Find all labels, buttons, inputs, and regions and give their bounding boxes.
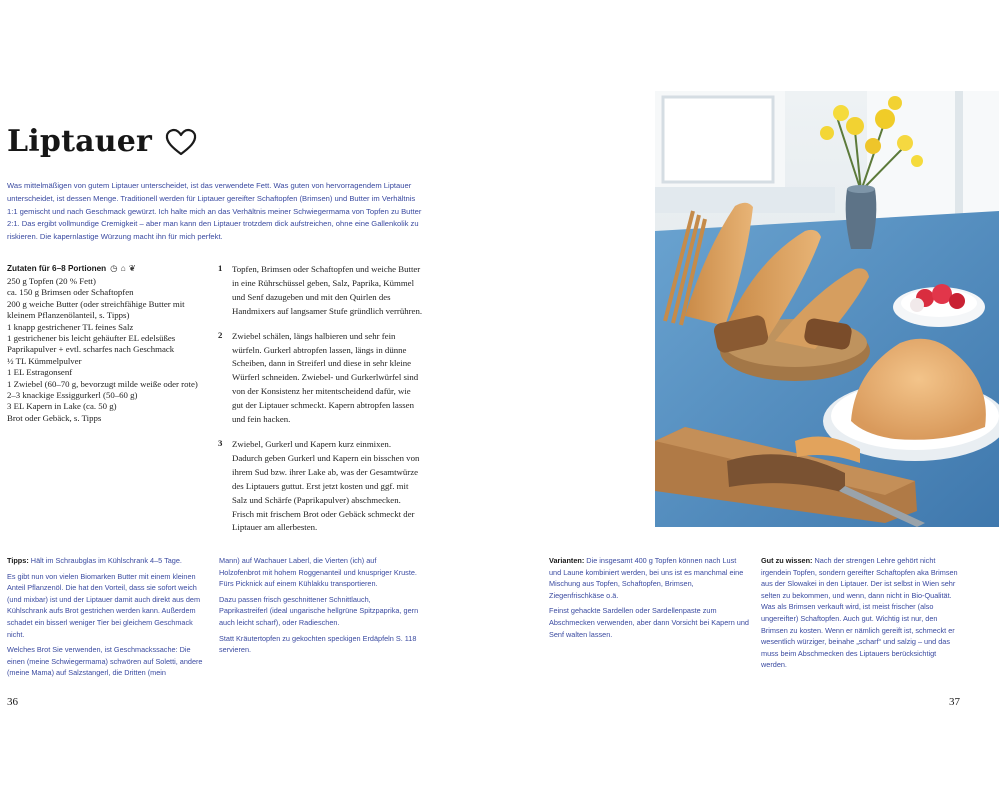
good-to-know-label: Gut zu wissen: xyxy=(761,556,813,565)
tips-paragraph xyxy=(7,555,207,567)
ingredient-item: 1 EL Estragonsenf xyxy=(7,367,73,378)
vegetarian-icon: ❦ xyxy=(128,263,136,273)
heart-icon[interactable] xyxy=(164,127,198,157)
good-to-know-text: Nach der strengen Lehre gehört nicht irgendein Topfen, sondern gereifter Schaftopfen aka Brimsen aus der Slowakei in den Liptauer. Der ist selbst in Wien sehr selten zu bekommen, und wenn, dann nicht in Bio-Qualität. Was als Brimsen verkauft wird, ist meist frischer (also ungereifter) Schaftopfen. Auch gut. Wichtig ist nur, den Brimsen zu kosten. Wenn er nämlich gereift ist, schmeckt er wesentlich würziger, beinahe „scharf“ und salzig – und das muss beim Abschmecken des Liptauers berücksichtigt werden. xyxy=(761,556,958,670)
tips-paragraph: Dazu passen frisch geschnittener Schnittlauch, Paprikastreiferl (ideal ungarische hellgrüne Spitzpaprika, gern auch leicht scharf), oder Radieschen. xyxy=(219,594,419,627)
ingredients-heading-row xyxy=(7,263,207,274)
ingredient-item: 3 EL Kapern in Lake (ca. 50 g) xyxy=(7,401,117,412)
ingredient-item: Brot oder Gebäck, s. Tipps xyxy=(7,412,102,423)
tips-text: Hält im Schraubglas im Kühlschrank 4–5 Tage. xyxy=(28,556,182,565)
ingredients-section xyxy=(7,263,207,424)
good-to-know-column xyxy=(761,555,961,675)
variants-column xyxy=(549,555,749,644)
page-number-left: 36 xyxy=(7,696,18,708)
variants-label: Varianten: xyxy=(549,556,585,565)
page-number-right: 37 xyxy=(949,696,960,708)
variants-text: Die insgesamt 400 g Topfen können nach Lust und Laune kombiniert werden, bei uns ist es manchmal eine Mischung aus Topfen, Schaftopfen, Brimsen, Ziegenfrischkäse o.ä. xyxy=(549,556,744,600)
ingredient-item: 2–3 knackige Essiggurkerl (50–60 g) xyxy=(7,390,138,401)
step-text: Topfen, Brimsen oder Schaftopfen und weiche Butter in eine Rührschüssel geben, Salz, Paprika, Kümmel und Senf dazugeben und mit den Quirlen des Handmixers auf langsamer Stufe gründlich verrühren. xyxy=(232,264,423,316)
recipe-intro: Was mittelmäßigen von gutem Liptauer unterscheidet, ist das verwendete Fett. Was guten von hervorragendem Liptauer unterscheidet, ist dessen Menge. Traditionell werden für Liptauer gereifter Schaftopfen (Brimsen) und Butter im Verhältnis 1:1 gemischt und nach Geschmack gewürzt. Ich halte mich an das Verhältnis meiner Schwiegermama von Topfen zu Butter 2:1. Das ergibt vollmundige Cremigkeit – aber man kann den Liptauer trotzdem dick aufstreichen, ohne eine Gallenkolik zu riskieren. Die kapernlastige Würzung macht ihn für mich perfekt. xyxy=(7,181,422,242)
liptauer-food-illustration xyxy=(655,91,999,527)
tips-column xyxy=(7,555,207,683)
ingredient-item: 1 gestrichener bis leicht gehäufter EL edelsüßes Paprikapulver + evtl. scharfes nach Geschmack xyxy=(7,333,176,355)
ingredient-icons xyxy=(110,263,136,274)
step-text: Zwiebel schälen, längs halbieren und sehr fein würfeln. Gurkerl abtropfen lassen, längs in dünne Scheiben, dann in Streiferl und diese in sehr kleine Würferl schneiden. Zwiebel- und Gurkerlwürfel sind von der Konsistenz her mitentscheidend dafür, wie gut der Liptauer schmeckt. Kapern abtropfen lassen und fein hacken. xyxy=(232,330,419,425)
variants-paragraph: Feinst gehackte Sardellen oder Sardellenpaste zum Abschmecken verwenden, aber dann Vorsicht bei Kapern und Senf walten lassen. xyxy=(549,606,749,639)
tips-label: Tipps: xyxy=(7,556,29,565)
recipe-photo xyxy=(655,91,999,527)
ingredient-item: 1 Zwiebel (60–70 g, bevorzugt milde weiße oder rote) xyxy=(7,378,198,389)
method-steps xyxy=(218,263,423,546)
method-step xyxy=(218,263,423,319)
tips-paragraph: Es gibt nun von vielen Biomarken Butter mit einem kleinen Anteil Pflanzenöl. Die hat den Vorteil, dass sie sofort weich (und mixbar) ist und der Liptauer damit auch direkt aus dem Kühlschrank aufs Brot gestrichen werden kann. Außerdem schadet ein bisserl weniger Tier bei gleichem Geschmack nicht. xyxy=(7,571,201,639)
tips-column-continued xyxy=(219,555,419,660)
ingredient-item: ca. 150 g Brimsen oder Schaftopfen xyxy=(7,287,134,298)
tips-paragraph: Welches Brot Sie verwenden, ist Geschmackssache: Die einen (meine Schwiegermama) schwören auf Soletti, andere (meine Mama) auf Salzstangerl, die Dritten (mein xyxy=(7,645,203,678)
ingredient-item: ½ TL Kümmelpulver xyxy=(7,355,82,366)
method-step xyxy=(218,438,423,535)
variants-paragraph xyxy=(549,555,749,601)
title-row xyxy=(7,124,198,159)
step-text: Zwiebel, Gurkerl und Kapern kurz einmixen. Dadurch geben Gurkerl und Kapern ein bisschen von ihrem Sud bzw. ihrer Lake ab, was der Gesamtwürze des Liptauers guttut. Erst jetzt kosten und ggf. mit Salz und Schärfe (Paprikapulver) abschmecken. Frisch mit frischem Brot oder Gebäck schmeckt der Liptauer am allerbesten. xyxy=(232,438,420,533)
tips-paragraph: Statt Kräutertopfen zu gekochten speckigen Erdäpfeln S. 118 servieren. xyxy=(219,633,417,655)
recipe-title: Liptauer xyxy=(7,124,153,159)
step-number: 2 xyxy=(218,329,223,340)
step-number: 1 xyxy=(218,263,223,273)
jar-icon: ⌂ xyxy=(120,263,126,273)
ingredients-list xyxy=(7,276,207,424)
ingredient-item: 200 g weiche Butter (oder streichfähige Butter mit kleinem Pflanzenölanteil, s. Tipps) xyxy=(7,298,185,321)
step-number: 3 xyxy=(218,437,223,448)
ingredient-item: 250 g Topfen (20 % Fett) xyxy=(7,276,96,286)
clock-icon: ◷ xyxy=(110,263,118,273)
ingredients-heading: Zutaten für 6–8 Portionen xyxy=(7,264,107,273)
ingredient-item: 1 knapp gestrichener TL feines Salz xyxy=(7,321,134,332)
method-step xyxy=(218,330,423,427)
tips-paragraph: Mann) auf Wachauer Laberl, die Vierten (ich) auf Holzofenbrot mit hohem Roggenanteil und knuspriger Kruste. Fürs Picknick auf einem Kühlakku transportieren. xyxy=(219,556,417,589)
good-to-know-paragraph xyxy=(761,555,961,671)
